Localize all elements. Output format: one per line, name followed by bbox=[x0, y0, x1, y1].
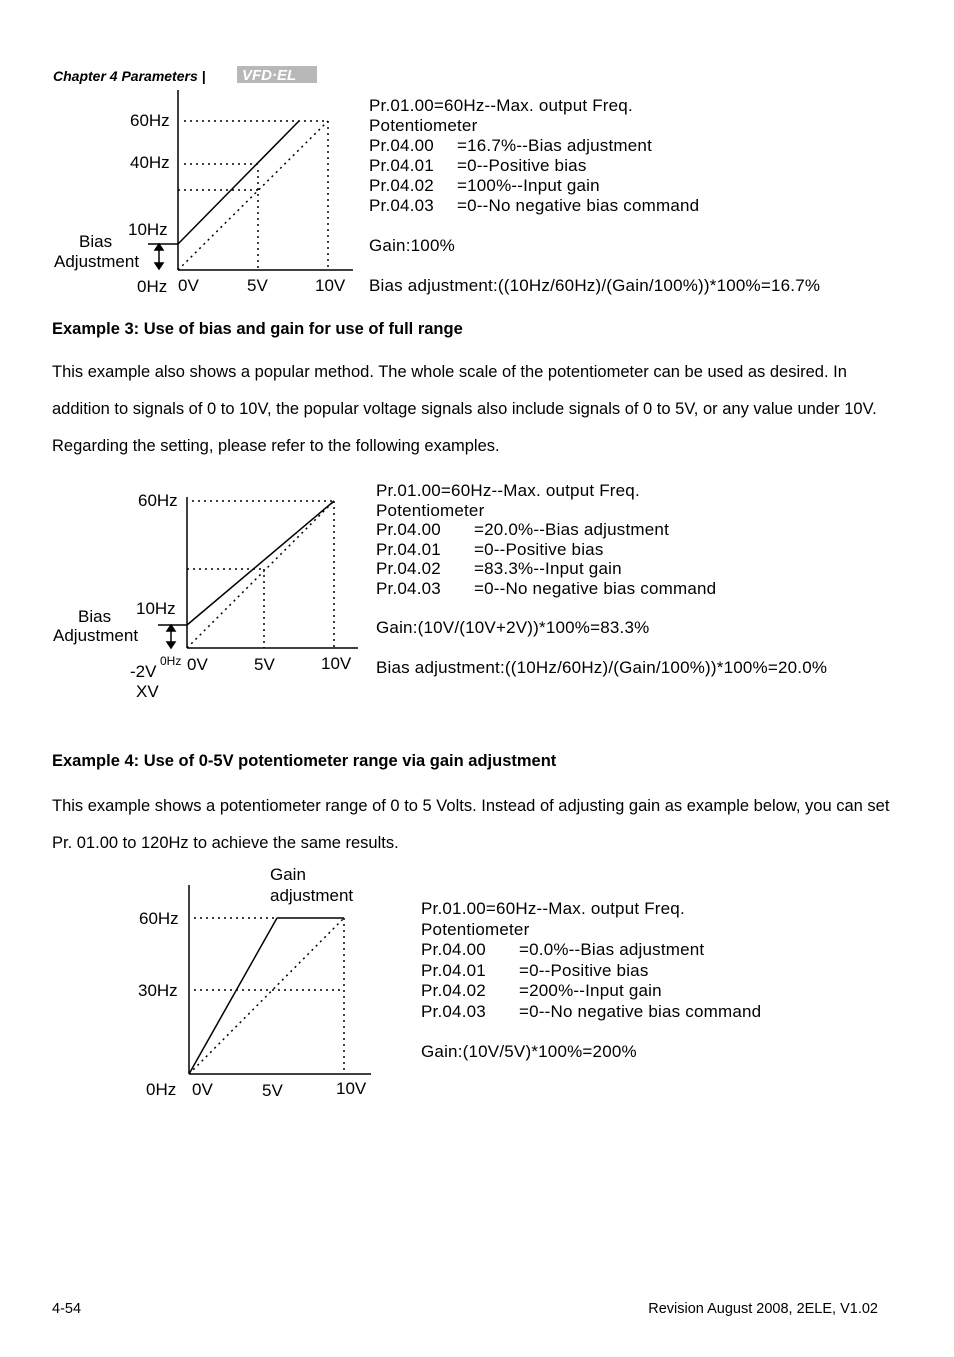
x-label-10v: 10V bbox=[315, 276, 346, 295]
param-line: Potentiometer bbox=[376, 500, 485, 520]
diagram-3-parameters bbox=[421, 899, 761, 1063]
bias-formula: Bias adjustment:((10Hz/60Hz)/(Gain/100%))*100%=16.7% bbox=[369, 276, 821, 295]
page-number: 4-54 bbox=[52, 1301, 82, 1317]
example-3-title: Example 3: Use of bias and gain for use of full range bbox=[52, 320, 463, 338]
x-label-minus-2v: -2V bbox=[130, 662, 157, 681]
param-value: =0--Positive bias bbox=[519, 960, 649, 980]
diagram-3-gain-adjustment bbox=[130, 860, 390, 1105]
param-value: =20.0%--Bias adjustment bbox=[474, 520, 670, 539]
y-label-0hz: 0Hz bbox=[160, 654, 182, 668]
gain-text: Gain:(10V/5V)*100%=200% bbox=[421, 1042, 637, 1061]
diagram-1-bias-adjustment bbox=[50, 85, 370, 300]
bias-formula: Bias adjustment:((10Hz/60Hz)/(Gain/100%))*100%=20.0% bbox=[376, 657, 828, 677]
param-value: =16.7%--Bias adjustment bbox=[457, 136, 653, 155]
param-line: Potentiometer bbox=[421, 919, 530, 939]
x-label-0v: 0V bbox=[187, 655, 208, 674]
y-label-0hz: 0Hz bbox=[146, 1080, 177, 1099]
param-value: =0--Positive bias bbox=[457, 156, 587, 175]
param-value: =0--No negative bias command bbox=[474, 578, 717, 598]
y-label-10hz: 10Hz bbox=[136, 599, 176, 618]
x-label-10v: 10V bbox=[336, 1079, 367, 1098]
param-value: =0--No negative bias command bbox=[457, 196, 700, 215]
line-biased-output bbox=[178, 121, 299, 244]
y-label-30hz: 30Hz bbox=[138, 981, 178, 1000]
chapter-header bbox=[53, 68, 206, 84]
param-value: =0--No negative bias command bbox=[519, 1001, 762, 1021]
line-reference bbox=[187, 501, 334, 648]
svg-text:VFD·EL: VFD·EL bbox=[242, 67, 297, 83]
diagram-1-parameters bbox=[369, 96, 820, 296]
bias-label-2: Adjustment bbox=[54, 252, 140, 271]
bias-label-2: Adjustment bbox=[53, 626, 139, 645]
y-label-0hz: 0Hz bbox=[137, 277, 168, 296]
x-label-0v: 0V bbox=[178, 276, 199, 295]
line-reference bbox=[178, 121, 328, 270]
line-biased-output bbox=[187, 501, 334, 625]
param-value: =0--Positive bias bbox=[474, 539, 604, 559]
x-label-5v: 5V bbox=[262, 1081, 283, 1100]
param-code: Pr.04.02 bbox=[369, 176, 434, 195]
y-label-40hz: 40Hz bbox=[130, 153, 170, 172]
example-4-text: This example shows a potentiometer range of 0 to 5 Volts. Instead of adjusting gain as example below, you can set Pr. 01.00 to 120Hz to achieve the same results. bbox=[52, 797, 890, 852]
param-code: Pr.04.01 bbox=[376, 539, 441, 559]
x-label-0v: 0V bbox=[192, 1080, 213, 1099]
param-value: =200%--Input gain bbox=[519, 981, 662, 1000]
line-gain-output bbox=[189, 918, 277, 1074]
revision-text: Revision August 2008, 2ELE, V1.02 bbox=[648, 1301, 878, 1317]
param-line: Pr.01.00=60Hz--Max. output Freq. bbox=[369, 96, 633, 115]
param-code: Pr.04.02 bbox=[421, 981, 486, 1000]
y-label-60hz: 60Hz bbox=[130, 111, 170, 130]
param-code: Pr.04.00 bbox=[376, 520, 441, 539]
bias-label-1: Bias bbox=[78, 607, 112, 626]
param-code: Pr.04.00 bbox=[369, 136, 434, 155]
line-reference bbox=[189, 918, 344, 1074]
param-code: Pr.04.01 bbox=[369, 156, 434, 175]
param-code: Pr.04.03 bbox=[369, 196, 434, 215]
param-code: Pr.04.03 bbox=[376, 578, 441, 598]
param-line: Potentiometer bbox=[369, 116, 478, 135]
gain-text: Gain:100% bbox=[369, 236, 455, 255]
param-value: =0.0%--Bias adjustment bbox=[519, 940, 705, 959]
param-code: Pr.04.02 bbox=[376, 559, 441, 578]
param-value: =100%--Input gain bbox=[457, 176, 600, 195]
y-label-60hz: 60Hz bbox=[138, 491, 178, 510]
example-3-text: This example also shows a popular method. The whole scale of the potentiometer can be used as desired. In addition to signals of 0 to 10V, the popular voltage signals also include signals of 0 to 5V, or any value under 10V. Regarding the setting, please refer to the following examples. bbox=[52, 363, 877, 455]
gain-label-1: Gain bbox=[270, 865, 306, 884]
vfd-el-logo bbox=[237, 66, 317, 83]
param-code: Pr.04.03 bbox=[421, 1001, 486, 1021]
chapter-title: Chapter 4 Parameters bbox=[53, 68, 198, 84]
header-separator: | bbox=[201, 68, 206, 84]
diagram-2-parameters bbox=[376, 481, 827, 677]
x-label-10v: 10V bbox=[321, 654, 352, 673]
bias-label-1: Bias bbox=[79, 232, 113, 251]
param-code: Pr.04.01 bbox=[421, 960, 486, 980]
x-label-5v: 5V bbox=[254, 655, 275, 674]
example-4-title: Example 4: Use of 0-5V potentiometer range via gain adjustment bbox=[52, 752, 557, 770]
y-label-60hz: 60Hz bbox=[139, 909, 179, 928]
gain-label-2: adjustment bbox=[270, 886, 354, 905]
x-label-xv: XV bbox=[136, 682, 159, 701]
param-value: =83.3%--Input gain bbox=[474, 559, 622, 578]
x-label-5v: 5V bbox=[247, 276, 268, 295]
param-line: Pr.01.00=60Hz--Max. output Freq. bbox=[376, 481, 640, 500]
gain-text: Gain:(10V/(10V+2V))*100%=83.3% bbox=[376, 618, 650, 637]
diagram-2-full-range bbox=[50, 485, 370, 705]
param-code: Pr.04.00 bbox=[421, 940, 486, 959]
y-label-10hz: 10Hz bbox=[128, 220, 168, 239]
param-line: Pr.01.00=60Hz--Max. output Freq. bbox=[421, 899, 685, 918]
